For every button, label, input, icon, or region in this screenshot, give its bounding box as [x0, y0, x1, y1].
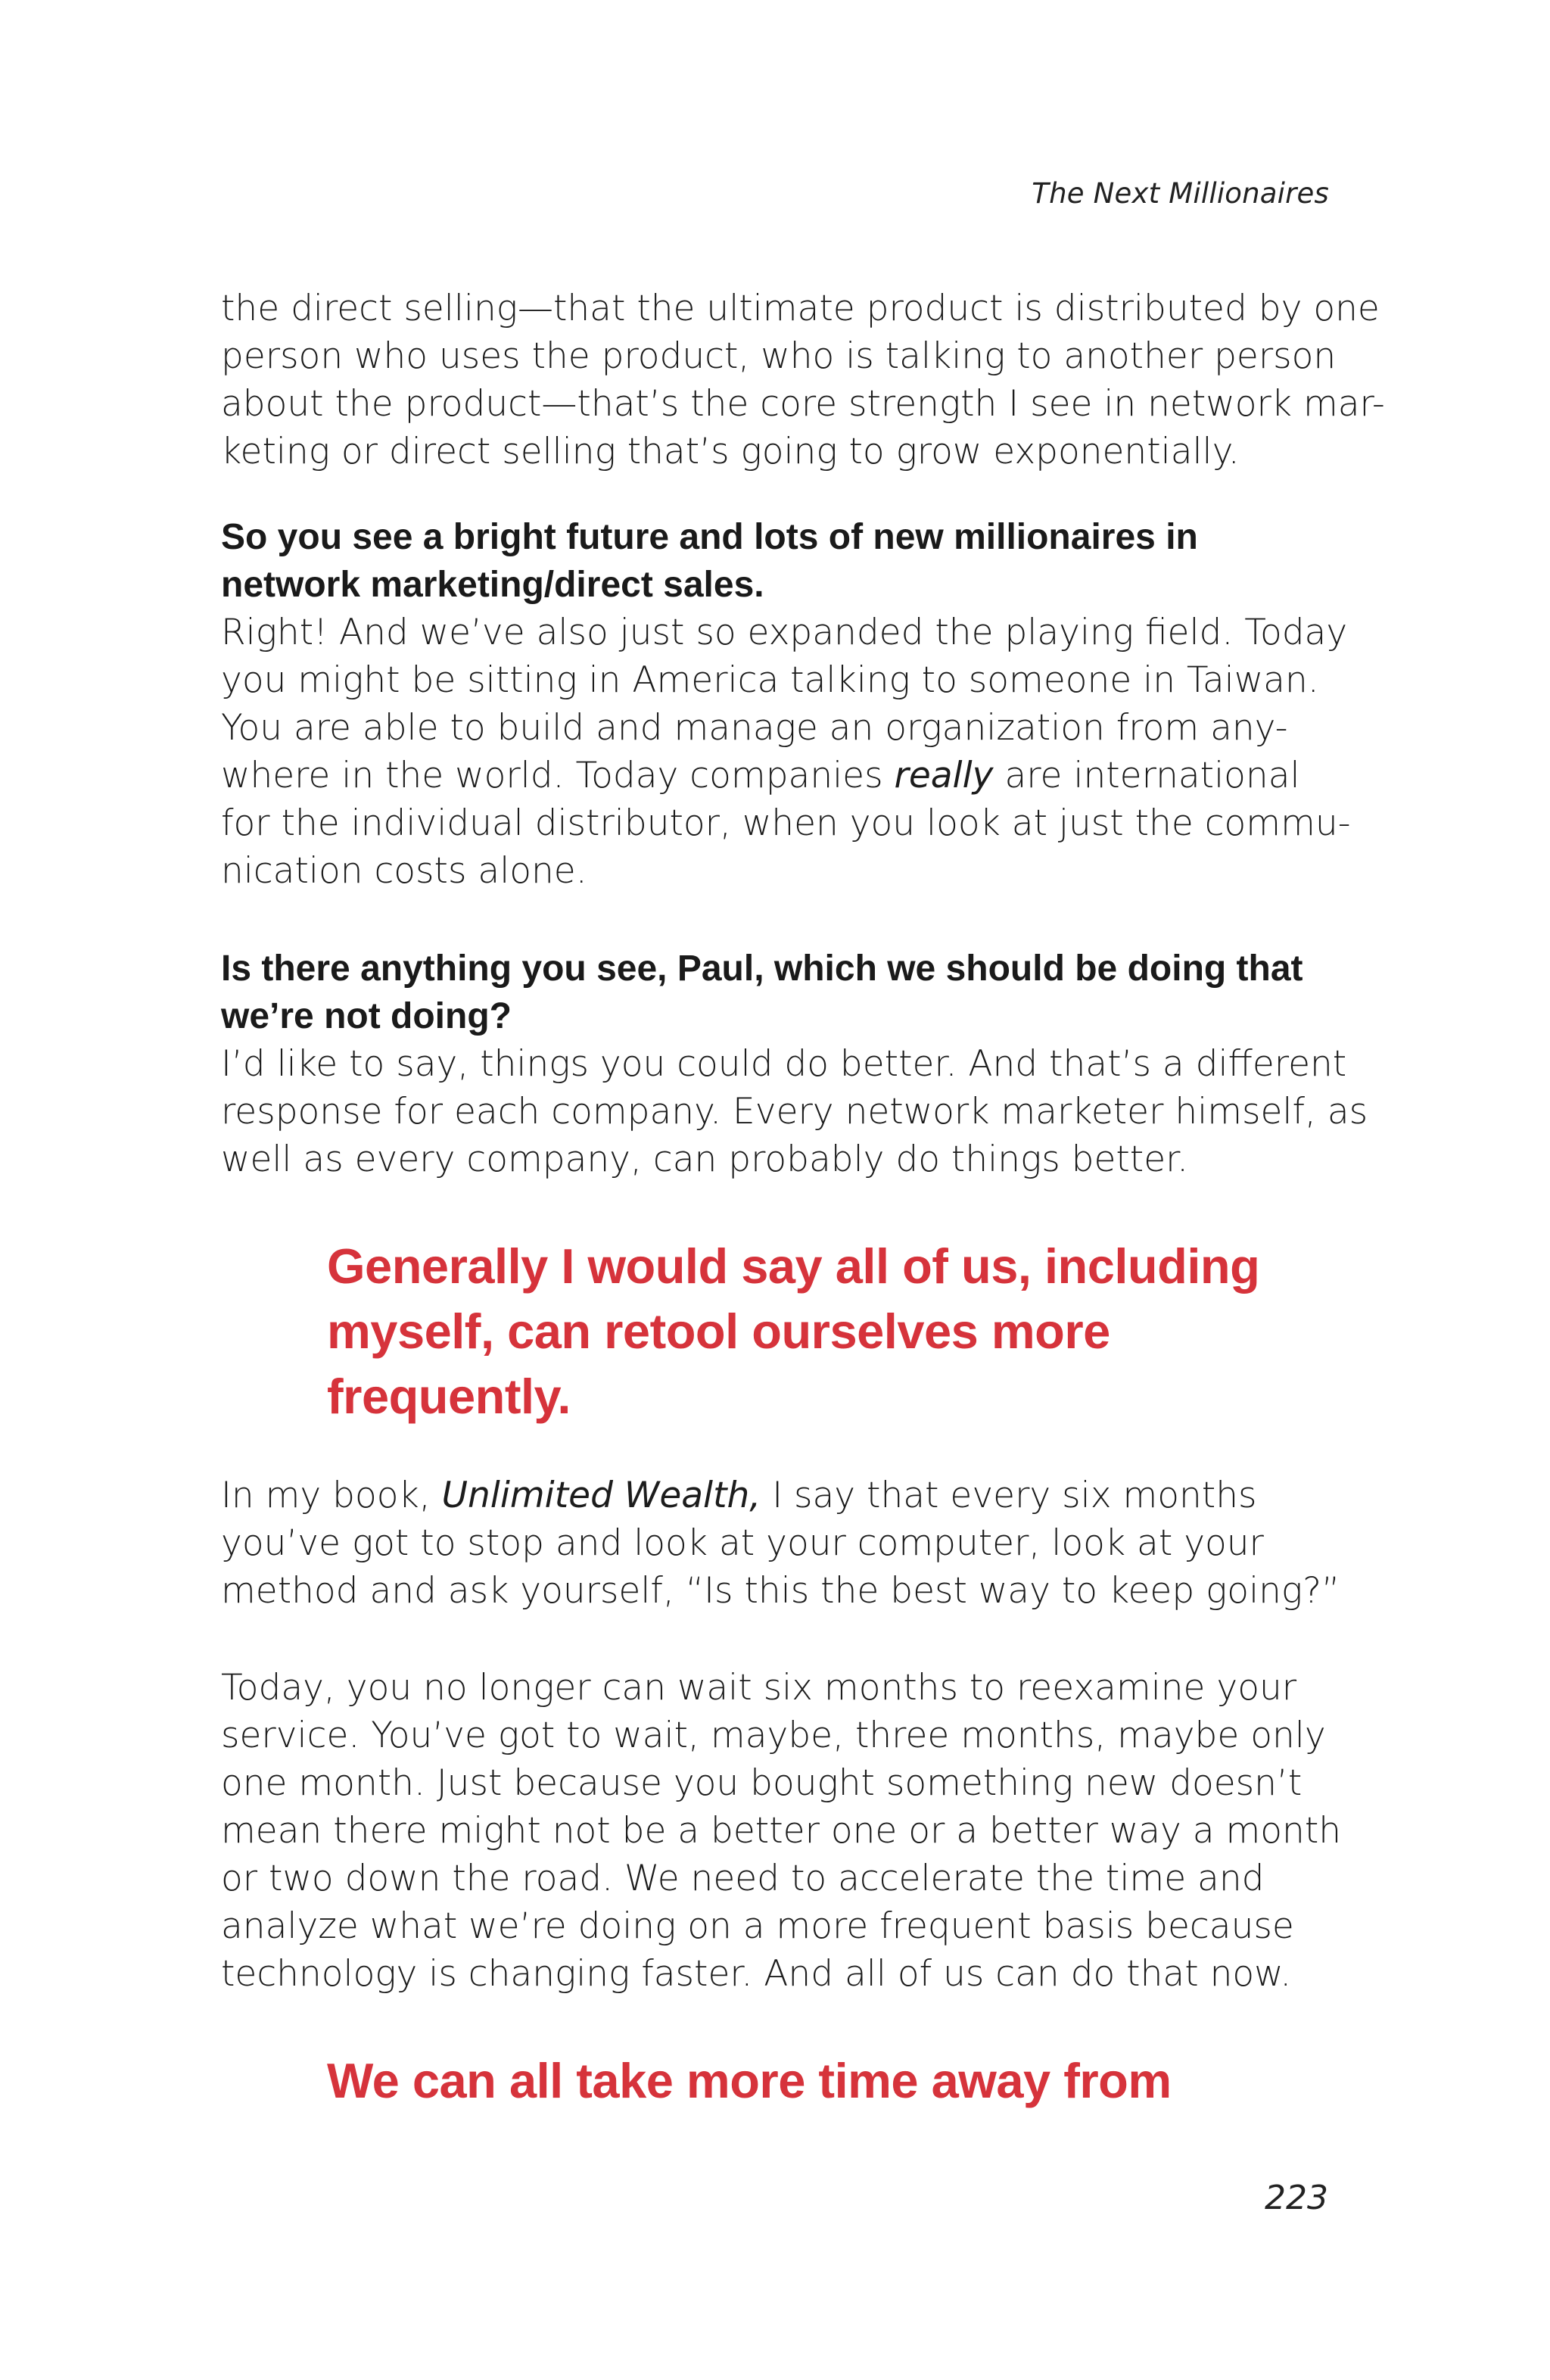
- answer-text: are international: [993, 755, 1300, 796]
- answer-text: where in the world. Today companies: [221, 755, 895, 796]
- paragraph-text: In my book,: [221, 1475, 442, 1516]
- paragraph-line: person who uses the product, who is talking to another person: [221, 335, 1337, 377]
- paragraph-line: [221, 1472, 1334, 1519]
- book-title: Unlimited Wealth,: [441, 1475, 761, 1516]
- answer-line: well as every company, can probably do things better.: [221, 1139, 1189, 1180]
- pull-quote-retool: [327, 1234, 1334, 1429]
- pull-quote-line: We can all take more time away from: [327, 2053, 1172, 2108]
- answer-line: for the individual distributor, when you look at just the commu-: [221, 802, 1351, 844]
- paragraph-line: one month. Just because you bought something new doesn’t: [221, 1762, 1303, 1804]
- pull-quote-line: Generally I would say all of us, including: [327, 1238, 1260, 1294]
- answer-line: Right! And we’ve also just so expanded the playing field. Today: [221, 612, 1348, 653]
- paragraph-line: about the product—that’s the core strength I see in network mar-: [221, 383, 1385, 425]
- paragraph-line: Today, you no longer can wait six months to reexamine your: [221, 1667, 1297, 1709]
- paragraph-line: or two down the road. We need to accelerate the time and: [221, 1858, 1265, 1899]
- question-line: Is there anything you see, Paul, which we should be doing that: [221, 949, 1303, 989]
- paragraph-direct-selling: [221, 285, 1385, 475]
- paragraph-line: analyze what we’re doing on a more frequent basis because: [221, 1905, 1294, 1947]
- paragraph-line: mean there might not be a better one or a better way a month: [221, 1810, 1342, 1852]
- qa-anything-we-should-do: [221, 945, 1368, 1183]
- paragraph-line: technology is changing faster. And all of us can do that now.: [221, 1953, 1292, 1995]
- answer-line: nication costs alone.: [221, 850, 587, 892]
- answer-line: I’d like to say, things you could do better. And that’s a different: [221, 1043, 1347, 1085]
- pull-quote-time-away: [327, 2048, 1334, 2114]
- paragraph-text: I say that every six months: [761, 1475, 1257, 1516]
- question-line: network marketing/direct sales.: [221, 565, 764, 605]
- question-line: So you see a bright future and lots of new millionaires in: [221, 517, 1198, 557]
- qa-bright-future: [221, 513, 1351, 895]
- pull-quote-line: frequently.: [327, 1369, 571, 1424]
- answer-line: you might be sitting in America talking to someone in Taiwan.: [221, 659, 1319, 701]
- paragraph-line: service. You’ve got to wait, maybe, three months, maybe only: [221, 1715, 1326, 1756]
- paragraph-line: the direct selling—that the ultimate product is distributed by one: [221, 288, 1380, 329]
- answer-line: response for each company. Every network marketer himself, as: [221, 1091, 1368, 1132]
- paragraph-unlimited-wealth: [221, 1472, 1340, 1615]
- paragraph-line: keting or direct selling that’s going to grow exponentially.: [221, 431, 1240, 472]
- emphasis-really: really: [894, 755, 994, 796]
- running-head: The Next Millionaires: [1032, 177, 1329, 210]
- paragraph-reexamine: [221, 1664, 1342, 1998]
- page-number: 223: [1265, 2179, 1328, 2217]
- pull-quote-line: myself, can retool ourselves more: [327, 1304, 1110, 1359]
- question-line: we’re not doing?: [221, 996, 512, 1036]
- paragraph-line: method and ask yourself, “Is this the best way to keep going?”: [221, 1570, 1340, 1612]
- paragraph-line: you’ve got to stop and look at your computer, look at your: [221, 1522, 1264, 1564]
- answer-line: You are able to build and manage an organization from any-: [221, 707, 1288, 749]
- answer-line: [221, 752, 1334, 799]
